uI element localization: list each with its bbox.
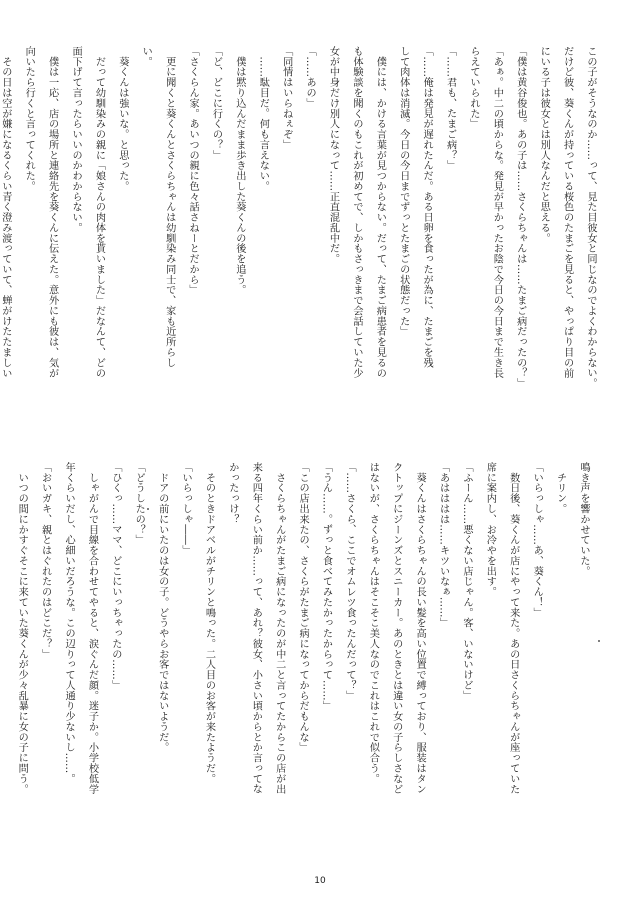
text-line: 葵くんはさくらちゃんの長い髪を高い位置で縛っており、服装はタン (414, 462, 426, 795)
text-line: いつの間にかすぐそこに来ていた葵くんが少々乱暴に女の子に問う。 (16, 462, 28, 795)
text-line: して肉体は消滅。今日の今日までずっとたまごの状態だった」 (397, 46, 409, 337)
text-line: 数日後、葵くんが店にやって来た。あの日さくらちゃんが座っていた (507, 462, 519, 795)
text-line: 向いたら行くと言ってくれた。 (23, 46, 35, 192)
text-line: らえていられた」 (467, 46, 479, 130)
text-line: 「ふーん……悪くない店じゃん。客、いないけど」 (460, 462, 472, 701)
text-line: 「同情はいらねぇぞ」 (280, 46, 292, 150)
text-line: この子がそうなのか……って、見た目彼女と同じなのでよくわからない。 (585, 46, 596, 389)
text-line: も体験談を聞くのもこれが初めてで、しかもさっきまで会話していた少 (350, 46, 362, 379)
text-line: 僕には、かける言葉が見つからない。だって、たまご病患者を見るの (374, 46, 386, 379)
text-line: 更に聞くと葵くんとさくらちゃんは幼馴染み同士で、家も近所らし (163, 46, 175, 368)
text-line: 席に案内し、お冷やを出す。 (484, 462, 496, 597)
scan-speck (147, 508, 149, 510)
text-line: 女が中身だけ別人になって……正直混乱中だ。 (327, 46, 339, 264)
text-line: にいる子は彼女とは別人なんだと思える。 (538, 46, 550, 244)
text-line: ドアの前にいたのは女の子。どうやらお客ではないようだ。 (156, 462, 168, 753)
text-line: だって幼馴染みの親に「娘さんの肉体を貰いました」だなんて、どの (93, 46, 105, 379)
text-line: しゃがんで目線を合わせてやると、涙ぐんだ顔。迷子か。小学校低学 (86, 462, 98, 795)
text-line: 「……さくら、ここでオムレツ食ったんだって？」 (343, 462, 355, 701)
scan-speck (598, 640, 600, 642)
text-line: 「さくらん家。あいつの親に色々話さねーとだから」 (187, 46, 199, 296)
text-line: 「ひくっ……ママ、どこにいっちゃったの……」 (109, 462, 121, 691)
text-line: 「おいガキ、親とはぐれたのはどこだ？」 (39, 462, 51, 660)
text-line: 「いらっしゃ……あ、葵くん！」 (531, 462, 543, 618)
text-line: 葵くんは強いな。と思った。 (116, 46, 128, 192)
text-line: クトップにジーンズとスニーカー。あのときとは違い女の子らしさなど (390, 462, 402, 795)
text-line: 面下げて言ったらいいのかわからない。 (70, 46, 82, 233)
text-line: 来る四年くらい前か……って、あれ？彼女、小さい頃からとか言ってな (250, 462, 262, 795)
text-line: 「……俺は発見が遅れたんだ。ある日卵を食ったが為に、たまごを残 (421, 46, 433, 368)
text-line: 「どうしたの？」 (133, 462, 145, 546)
text-line: 「うん……。ずっと食べてみたかったからって……」 (320, 462, 332, 712)
text-line: かったっけ？ (226, 462, 238, 525)
text-line: 年くらいだし、心細いだろうな。この辺りって人通り少ないし……。 (63, 462, 75, 784)
text-line: 「いらっしゃ――」 (180, 462, 192, 556)
bottom-text-block (10, 462, 595, 842)
text-line: そのときドアベルがチリンと鳴った。二人目のお客が来たようだ。 (203, 462, 215, 784)
text-line: はないが、さくらちゃんはそこそこ美人なのでこれはこれで似合う。 (367, 462, 379, 784)
text-line: 「……あの」 (304, 46, 316, 109)
text-line: 「あはははは……キツいなぁ……」 (437, 462, 449, 629)
text-line: 「……君も、たまご病？」 (444, 46, 456, 171)
text-line: 僕は一応、店の場所と連絡先を葵くんに伝えた。意外にも彼は、気が (46, 46, 58, 379)
text-line: 僕は黙り込んだまま歩き出した葵くんの後を追う。 (233, 46, 245, 296)
text-line: 「僕は黄谷俊也。あの子は……さくらちゃんは……たまご病だったの？」 (514, 46, 526, 389)
text-line: だけど彼、葵くんが持っている桜色のたまごを見ると、やっぱり目の前 (561, 46, 573, 379)
top-text-block (0, 46, 602, 411)
text-line: その日は空が嫌になるくらい青く澄み渡っていて、蝉がけたたましい (0, 46, 11, 379)
text-line: い。 (140, 46, 152, 67)
text-line: ……駄目だ。何も言えない。 (257, 46, 269, 192)
page-number: 10 (314, 876, 326, 886)
text-line: 「ど、どこに行くの？」 (210, 46, 222, 161)
text-line: 鳴き声を響かせていた。 (578, 462, 589, 577)
text-line: 「この店出来たの、さくらがたまご病になってからだもんな」 (297, 462, 309, 753)
text-line: 「あぁ。中二の頃からな。発見が早かったお陰で今日の今日まで生き長 (491, 46, 503, 379)
text-line: チリン。 (554, 462, 566, 514)
text-line: さくらちゃんがたまご病になったのが中二と言ってたからこの店が出 (273, 462, 285, 795)
